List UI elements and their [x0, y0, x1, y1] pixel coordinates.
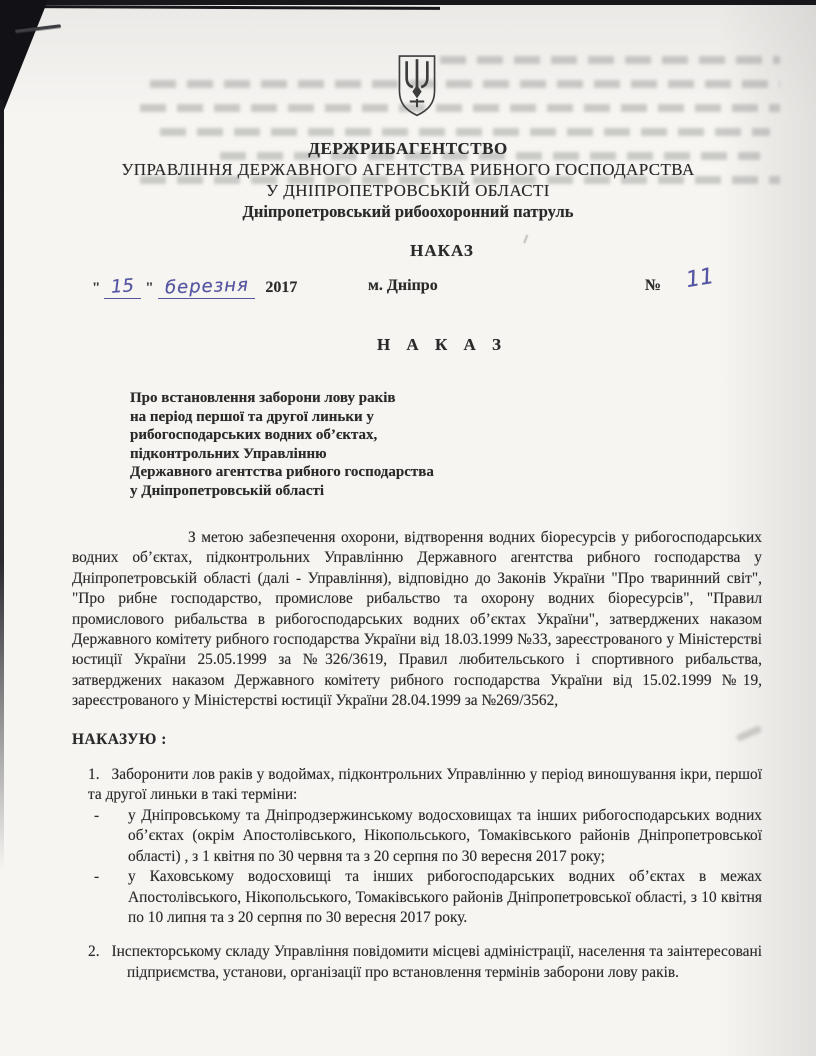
order-item-2-text: 2. Інспекторському складу Управління повідомити місцеві адміністрації, населення та заінтересовані підприємства, установи, організації про встановлення термінів заборони лову раків. — [88, 943, 762, 981]
order-title: Н А К А З — [376, 335, 508, 354]
subject-line: на період першої та другої линьки у — [130, 408, 374, 425]
city-label: м. Дніпро — [368, 277, 438, 294]
day-underline — [104, 276, 141, 299]
subject-line: Державного агентства рибного господарства — [130, 464, 434, 481]
preamble-paragraph: З метою забезпечення охорони, відтворення водних біоресурсів у рибогосподарських водних об’єктах, підконтрольних Управлінню Державного агентства рибного господарства у Дніпропетровській області (далі - Управління), відповідно до Законів України "Про тваринний світ", "Про рибне господарство, промислове рибальство та охорону водних біоресурсів", "Правил промислового рибальства в рибогосподарських водних об’єктах України", затверджених наказом Державного комітету рибного господарства України від 18.03.1999 №33, зареєстрованого у Міністерстві юстиції України 25.05.1999 за №326/3619, Правил любительського і спортивного рибальства, затверджених наказом Державного комітету рибного господарства України від 15.02.1999 №19, зареєстрованого у Міністерстві юстиції України 28.04.1999 за №269/3562, — [72, 529, 762, 710]
date-group — [92, 276, 297, 299]
handwritten-day: 15 — [110, 275, 135, 298]
subject-line: рибогосподарських водних об’єктах, — [130, 427, 378, 444]
scan-edge-top — [0, 0, 816, 5]
bullet-dash: - — [94, 868, 100, 886]
item-number: 2. — [88, 943, 100, 961]
order-item-2 — [88, 942, 762, 983]
order-heading: НАКАЗ — [410, 241, 474, 260]
bullet-dash: - — [94, 806, 100, 824]
subject-line: Про встановлення заборони лову раків — [130, 390, 396, 406]
order-body — [72, 528, 762, 983]
close-quote: " — [145, 280, 154, 296]
number-sign: № — [645, 277, 662, 294]
date-row — [0, 263, 816, 302]
handwritten-order-number: 11 — [684, 263, 716, 294]
order-item-1-text: 1. Заборонити лов раків у водоймах, підконтрольних Управлінню у період виношування ікри, першої та другої линьки в такі терміни: — [88, 766, 762, 804]
ukraine-trident-emblem-icon — [394, 54, 440, 118]
scan-corner-shadow — [0, 0, 48, 120]
subject-block — [130, 389, 600, 501]
scan-edge-top-skew — [0, 5, 440, 10]
order-item-1-bullet-1: - у Дніпровському та Дніпродзержинському водосховищах та інших рибогосподарських водних об’єктах (окрім Апостолівського, Нікопольського, Томаківського районів Дніпропетровської області) , з 1 квітня по 30 червня та з 20 серпня по 30 вересня 2017 року; — [94, 806, 762, 865]
subject-line: у Дніпропетровській області — [130, 482, 324, 499]
item-number: 1. — [88, 766, 100, 784]
department-line-1: УПРАВЛІННЯ ДЕРЖАВНОГО АГЕНТСТВА РИБНОГО ГОСПОДАРСТВА — [121, 160, 695, 179]
subject-line: підконтрольних Управлінню — [130, 445, 327, 462]
order-item-1 — [88, 765, 762, 928]
department-line-2: У ДНІПРОПЕТРОВСЬКІЙ ОБЛАСТІ — [266, 181, 550, 200]
decree-word: НАКАЗУЮ : — [72, 730, 167, 748]
year: 2017 — [265, 279, 298, 296]
agency-name: ДЕРЖРИБАГЕНТСТВО — [308, 139, 508, 158]
month-underline — [158, 276, 256, 299]
subdivision-name: Дніпропетровський рибоохоронний патруль — [242, 202, 574, 221]
handwritten-month: березня — [164, 274, 249, 299]
open-quote: " — [92, 280, 101, 296]
order-item-1-bullet-2: - у Каховському водосховищі та інших рибогосподарських водних об’єктах в межах Апостолівського, Нікопольського, Томаківського районів Дніпропетровської області, з 10 квітня по 10 липня та з 20 серпня по 30 вересня 2017 року. — [94, 868, 762, 926]
